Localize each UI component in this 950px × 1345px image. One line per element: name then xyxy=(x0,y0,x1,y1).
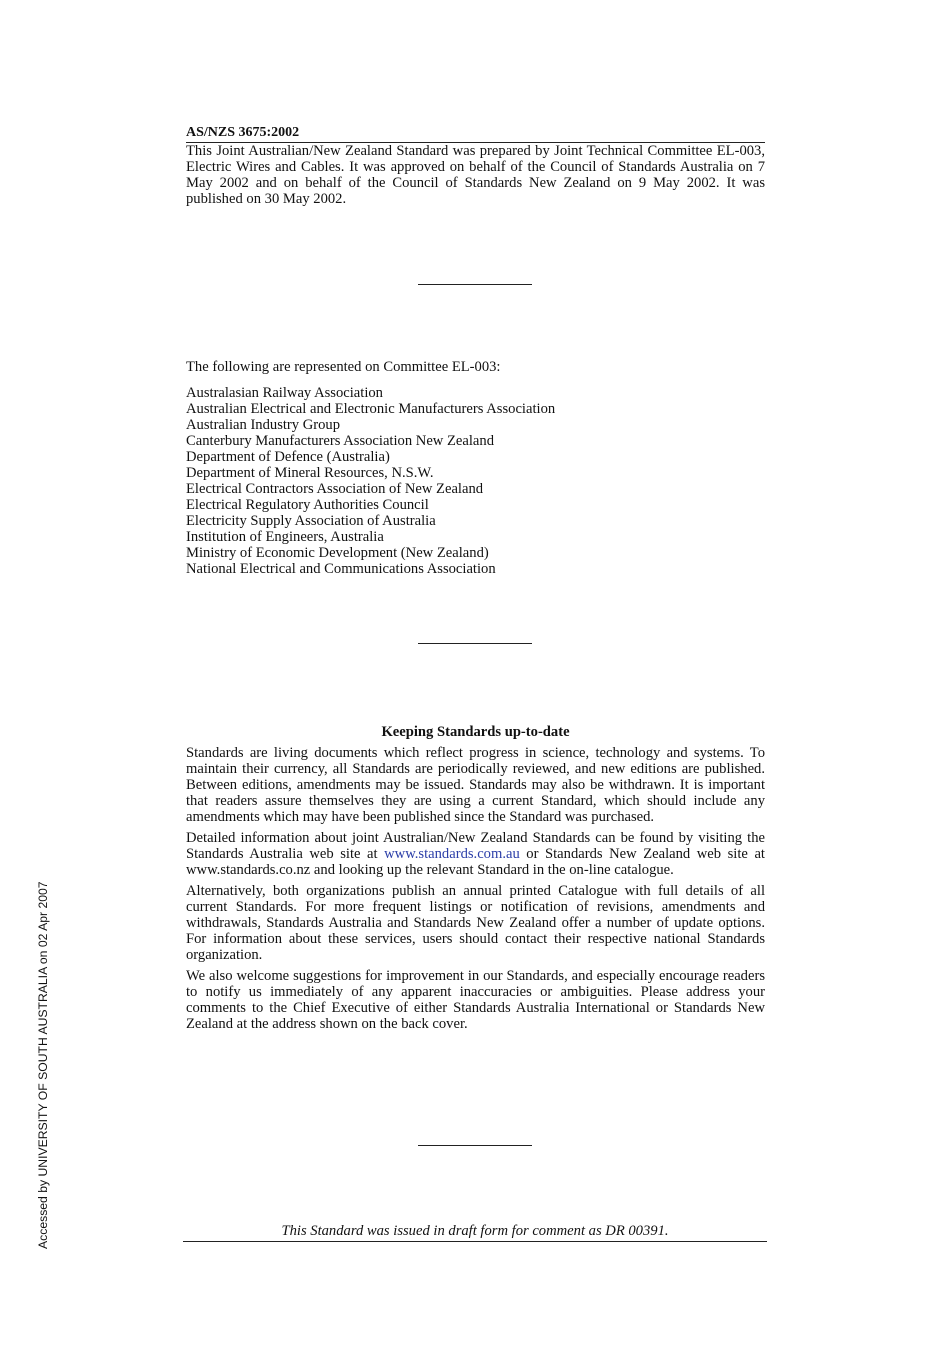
section-divider xyxy=(418,1145,532,1146)
paragraph: Alternatively, both organizations publish an annual printed Catalogue with full details of all current Standards. For more frequent listings or notification of revisions, amendments and withdrawals, Standards Australia and Standards New Zealand offer a number of update options. For information about these services, users should contact their respective national Standards organization. xyxy=(186,883,765,963)
draft-note: This Standard was issued in draft form for comment as DR 00391. xyxy=(183,1223,767,1242)
committee-member: Australian Industry Group xyxy=(186,417,341,433)
committee-member: Australasian Railway Association xyxy=(186,385,383,401)
paragraph: We also welcome suggestions for improvement in our Standards, and especially encourage readers to notify us immediately of any apparent inaccuracies or ambiguities. Please address your comments to the Chief Executive of either Standards Australia International or Standards New Zealand at the address shown on the back cover. xyxy=(186,968,765,1032)
committee-member: Electrical Regulatory Authorities Council xyxy=(186,497,429,513)
committee-member: National Electrical and Communications Association xyxy=(186,561,496,577)
committee-member: Australian Electrical and Electronic Manufacturers Association xyxy=(186,401,556,417)
access-stamp: Accessed by UNIVERSITY OF SOUTH AUSTRALIA on 02 Apr 2007 xyxy=(36,881,50,1249)
committee-member: Canterbury Manufacturers Association New Zealand xyxy=(186,433,494,449)
paragraph-text: Detailed information about joint Australian/New Zealand Standards can be found by visiting the Standards Australia web site at xyxy=(186,830,765,862)
committee-member: Electrical Contractors Association of New Zealand xyxy=(186,481,484,497)
committee-member: Ministry of Economic Development (New Zealand) xyxy=(186,545,489,561)
committee-member: Department of Mineral Resources, N.S.W. xyxy=(186,465,434,481)
section-divider xyxy=(418,284,532,285)
section-title: Keeping Standards up-to-date xyxy=(381,724,570,740)
committee-member: Electricity Supply Association of Australia xyxy=(186,513,436,529)
section-body xyxy=(186,745,765,1037)
section-divider xyxy=(418,643,532,644)
committee-member: Department of Defence (Australia) xyxy=(186,449,390,465)
approval-statement: This Joint Australian/New Zealand Standard was prepared by Joint Technical Committee EL-003, Electric Wires and Cables. It was approved on behalf of the Council of Standards Australia on 7 May 2002 and on behalf of the Council of Standards New Zealand on 9 May 2002. It was published on 30 May 2002. xyxy=(186,143,765,207)
committee-member: Institution of Engineers, Australia xyxy=(186,529,384,545)
document-designation: AS/NZS 3675:2002 xyxy=(186,125,765,143)
committee-intro: The following are represented on Committee EL-003: xyxy=(186,359,501,375)
paragraph xyxy=(186,830,765,878)
standards-australia-link[interactable]: www.standards.com.au xyxy=(384,846,520,862)
committee-member-list xyxy=(186,385,765,577)
paragraph-text: or Standards New Zealand web site at www.standards.co.nz and looking up the relevant Standard in the on-line catalogue. xyxy=(186,846,765,878)
paragraph: Standards are living documents which reflect progress in science, technology and systems. To maintain their currency, all Standards are periodically reviewed, and new editions are published. Between editions, amendments may be issued. Standards may also be withdrawn. It is important that readers assure themselves they are using a current Standard, which should include any amendments which may have been published since the Standard was purchased. xyxy=(186,745,765,825)
